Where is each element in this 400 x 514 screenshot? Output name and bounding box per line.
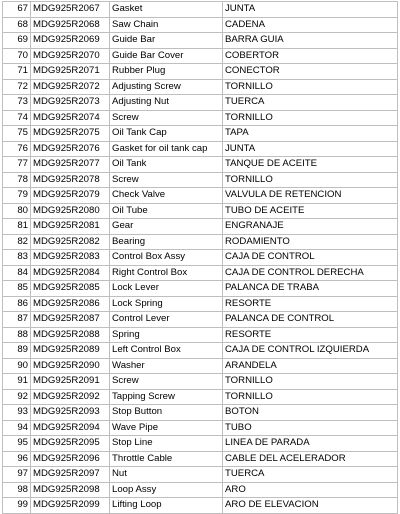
table-row (3, 482, 398, 498)
description-cell[interactable]: Saw Chain (110, 17, 223, 33)
row-number-cell[interactable]: 90 (3, 358, 31, 374)
part-number-cell[interactable]: MDG925R2080 (31, 203, 110, 219)
part-number-cell[interactable]: MDG925R2082 (31, 234, 110, 250)
part-number-cell[interactable]: MDG925R2078 (31, 172, 110, 188)
row-number-cell[interactable]: 79 (3, 188, 31, 204)
description-cell[interactable]: Screw (110, 172, 223, 188)
table-row (3, 219, 398, 235)
table-row (3, 2, 398, 18)
part-number-cell[interactable]: MDG925R2088 (31, 327, 110, 343)
table-row (3, 157, 398, 173)
row-number-cell[interactable]: 81 (3, 219, 31, 235)
part-number-cell[interactable]: MDG925R2094 (31, 420, 110, 436)
row-number-cell[interactable]: 92 (3, 389, 31, 405)
description-cell[interactable]: Lock Lever (110, 281, 223, 297)
description-cell[interactable]: Wave Pipe (110, 420, 223, 436)
row-number-cell[interactable]: 83 (3, 250, 31, 266)
table-row (3, 405, 398, 421)
table-row (3, 358, 398, 374)
spanish-description-cell[interactable]: RESORTE (223, 327, 398, 343)
spanish-description-cell[interactable]: TORNILLO (223, 79, 398, 95)
spanish-description-cell[interactable]: JUNTA (223, 2, 398, 18)
row-number-cell[interactable]: 71 (3, 64, 31, 80)
part-number-cell[interactable]: MDG925R2086 (31, 296, 110, 312)
description-cell[interactable]: Rubber Plug (110, 64, 223, 80)
description-cell[interactable]: Nut (110, 467, 223, 483)
spanish-description-cell[interactable]: ARANDELA (223, 358, 398, 374)
row-number-cell[interactable]: 78 (3, 172, 31, 188)
table-row (3, 327, 398, 343)
table-row (3, 312, 398, 328)
description-cell[interactable]: Adjusting Nut (110, 95, 223, 111)
row-number-cell[interactable]: 73 (3, 95, 31, 111)
spanish-description-cell[interactable]: ARO (223, 482, 398, 498)
spanish-description-cell[interactable]: TORNILLO (223, 110, 398, 126)
row-number-cell[interactable]: 93 (3, 405, 31, 421)
description-cell[interactable]: Throttle Cable (110, 451, 223, 467)
table-row (3, 467, 398, 483)
part-number-cell[interactable]: MDG925R2074 (31, 110, 110, 126)
description-cell[interactable]: Oil Tube (110, 203, 223, 219)
description-cell[interactable]: Loop Assy (110, 482, 223, 498)
spanish-description-cell[interactable]: CADENA (223, 17, 398, 33)
description-cell[interactable]: Lock Spring (110, 296, 223, 312)
part-number-cell[interactable]: MDG925R2097 (31, 467, 110, 483)
description-cell[interactable]: Gasket (110, 2, 223, 18)
row-number-cell[interactable]: 85 (3, 281, 31, 297)
table-row (3, 64, 398, 80)
part-number-cell[interactable]: MDG925R2095 (31, 436, 110, 452)
spanish-description-cell[interactable]: VALVULA DE RETENCION (223, 188, 398, 204)
table-row (3, 265, 398, 281)
spanish-description-cell[interactable]: TORNILLO (223, 389, 398, 405)
spanish-description-cell[interactable]: LINEA DE PARADA (223, 436, 398, 452)
part-number-cell[interactable]: MDG925R2089 (31, 343, 110, 359)
spanish-description-cell[interactable]: RODAMIENTO (223, 234, 398, 250)
part-number-cell[interactable]: MDG925R2076 (31, 141, 110, 157)
part-number-cell[interactable]: MDG925R2085 (31, 281, 110, 297)
description-cell[interactable]: Oil Tank (110, 157, 223, 173)
spanish-description-cell[interactable]: CAJA DE CONTROL DERECHA (223, 265, 398, 281)
table-row (3, 436, 398, 452)
spanish-description-cell[interactable]: TAPA (223, 126, 398, 142)
table-row (3, 281, 398, 297)
table-row (3, 126, 398, 142)
row-number-cell[interactable]: 84 (3, 265, 31, 281)
part-number-cell[interactable]: MDG925R2096 (31, 451, 110, 467)
part-number-cell[interactable]: MDG925R2083 (31, 250, 110, 266)
table-row (3, 48, 398, 64)
table-row (3, 203, 398, 219)
description-cell[interactable]: Bearing (110, 234, 223, 250)
description-cell[interactable]: Tapping Screw (110, 389, 223, 405)
parts-table (2, 1, 398, 514)
part-number-cell[interactable]: MDG925R2099 (31, 498, 110, 514)
table-row (3, 343, 398, 359)
spanish-description-cell[interactable]: JUNTA (223, 141, 398, 157)
spanish-description-cell[interactable]: CABLE DEL ACELERADOR (223, 451, 398, 467)
row-number-cell[interactable]: 69 (3, 33, 31, 49)
description-cell[interactable]: Check Valve (110, 188, 223, 204)
spanish-description-cell[interactable]: CAJA DE CONTROL (223, 250, 398, 266)
description-cell[interactable]: Washer (110, 358, 223, 374)
table-row (3, 451, 398, 467)
table-row (3, 296, 398, 312)
spanish-description-cell[interactable]: BARRA GUIA (223, 33, 398, 49)
part-number-cell[interactable]: MDG925R2098 (31, 482, 110, 498)
description-cell[interactable]: Stop Button (110, 405, 223, 421)
row-number-cell[interactable]: 67 (3, 2, 31, 18)
table-row (3, 498, 398, 514)
description-cell[interactable]: Screw (110, 110, 223, 126)
row-number-cell[interactable]: 89 (3, 343, 31, 359)
row-number-cell[interactable]: 91 (3, 374, 31, 390)
part-number-cell[interactable]: MDG925R2070 (31, 48, 110, 64)
spanish-description-cell[interactable]: TORNILLO (223, 374, 398, 390)
description-cell[interactable]: Left Control Box (110, 343, 223, 359)
part-number-cell[interactable]: MDG925R2090 (31, 358, 110, 374)
description-cell[interactable]: Right Control Box (110, 265, 223, 281)
part-number-cell[interactable]: MDG925R2093 (31, 405, 110, 421)
description-cell[interactable]: Lifting Loop (110, 498, 223, 514)
description-cell[interactable]: Control Box Assy (110, 250, 223, 266)
spanish-description-cell[interactable]: COBERTOR (223, 48, 398, 64)
spanish-description-cell[interactable]: TORNILLO (223, 172, 398, 188)
part-number-cell[interactable]: MDG925R2079 (31, 188, 110, 204)
table-row (3, 110, 398, 126)
spanish-description-cell[interactable]: BOTON (223, 405, 398, 421)
description-cell[interactable]: Spring (110, 327, 223, 343)
spanish-description-cell[interactable]: PALANCA DE TRABA (223, 281, 398, 297)
row-number-cell[interactable]: 70 (3, 48, 31, 64)
row-number-cell[interactable]: 75 (3, 126, 31, 142)
part-number-cell[interactable]: MDG925R2075 (31, 126, 110, 142)
row-number-cell[interactable]: 80 (3, 203, 31, 219)
part-number-cell[interactable]: MDG925R2087 (31, 312, 110, 328)
table-row (3, 17, 398, 33)
spanish-description-cell[interactable]: PALANCA DE CONTROL (223, 312, 398, 328)
table-row (3, 141, 398, 157)
row-number-cell[interactable]: 95 (3, 436, 31, 452)
description-cell[interactable]: Oil Tank Cap (110, 126, 223, 142)
description-cell[interactable]: Stop Line (110, 436, 223, 452)
table-row (3, 79, 398, 95)
spanish-description-cell[interactable]: ARO DE ELEVACION (223, 498, 398, 514)
table-row (3, 95, 398, 111)
row-number-cell[interactable]: 68 (3, 17, 31, 33)
part-number-cell[interactable]: MDG925R2069 (31, 33, 110, 49)
row-number-cell[interactable]: 87 (3, 312, 31, 328)
spanish-description-cell[interactable]: CAJA DE CONTROL IZQUIERDA (223, 343, 398, 359)
table-row (3, 188, 398, 204)
row-number-cell[interactable]: 74 (3, 110, 31, 126)
part-number-cell[interactable]: MDG925R2084 (31, 265, 110, 281)
description-cell[interactable]: Guide Bar Cover (110, 48, 223, 64)
row-number-cell[interactable]: 82 (3, 234, 31, 250)
spanish-description-cell[interactable]: ENGRANAJE (223, 219, 398, 235)
row-number-cell[interactable]: 88 (3, 327, 31, 343)
table-row (3, 234, 398, 250)
description-cell[interactable]: Gasket for oil tank cap (110, 141, 223, 157)
row-number-cell[interactable]: 94 (3, 420, 31, 436)
table-row (3, 420, 398, 436)
description-cell[interactable]: Control Lever (110, 312, 223, 328)
table-row (3, 33, 398, 49)
table-row (3, 389, 398, 405)
parts-table-body (3, 2, 398, 514)
table-row (3, 172, 398, 188)
spanish-description-cell[interactable]: RESORTE (223, 296, 398, 312)
spanish-description-cell[interactable]: TUERCA (223, 95, 398, 111)
table-row (3, 374, 398, 390)
row-number-cell[interactable]: 96 (3, 451, 31, 467)
part-number-cell[interactable]: MDG925R2072 (31, 79, 110, 95)
spanish-description-cell[interactable]: TUBO DE ACEITE (223, 203, 398, 219)
spanish-description-cell[interactable]: TUERCA (223, 467, 398, 483)
spanish-description-cell[interactable]: CONECTOR (223, 64, 398, 80)
description-cell[interactable]: Adjusting Screw (110, 79, 223, 95)
description-cell[interactable]: Gear (110, 219, 223, 235)
part-number-cell[interactable]: MDG925R2071 (31, 64, 110, 80)
row-number-cell[interactable]: 97 (3, 467, 31, 483)
spanish-description-cell[interactable]: TUBO (223, 420, 398, 436)
description-cell[interactable]: Screw (110, 374, 223, 390)
spreadsheet-sheet (0, 1, 400, 511)
description-cell[interactable]: Guide Bar (110, 33, 223, 49)
spanish-description-cell[interactable]: TANQUE DE ACEITE (223, 157, 398, 173)
part-number-cell[interactable]: MDG925R2077 (31, 157, 110, 173)
row-number-cell[interactable]: 99 (3, 498, 31, 514)
row-number-cell[interactable]: 77 (3, 157, 31, 173)
row-number-cell[interactable]: 86 (3, 296, 31, 312)
table-row (3, 250, 398, 266)
part-number-cell[interactable]: MDG925R2091 (31, 374, 110, 390)
part-number-cell[interactable]: MDG925R2092 (31, 389, 110, 405)
part-number-cell[interactable]: MDG925R2081 (31, 219, 110, 235)
part-number-cell[interactable]: MDG925R2068 (31, 17, 110, 33)
part-number-cell[interactable]: MDG925R2073 (31, 95, 110, 111)
row-number-cell[interactable]: 98 (3, 482, 31, 498)
part-number-cell[interactable]: MDG925R2067 (31, 2, 110, 18)
row-number-cell[interactable]: 76 (3, 141, 31, 157)
row-number-cell[interactable]: 72 (3, 79, 31, 95)
